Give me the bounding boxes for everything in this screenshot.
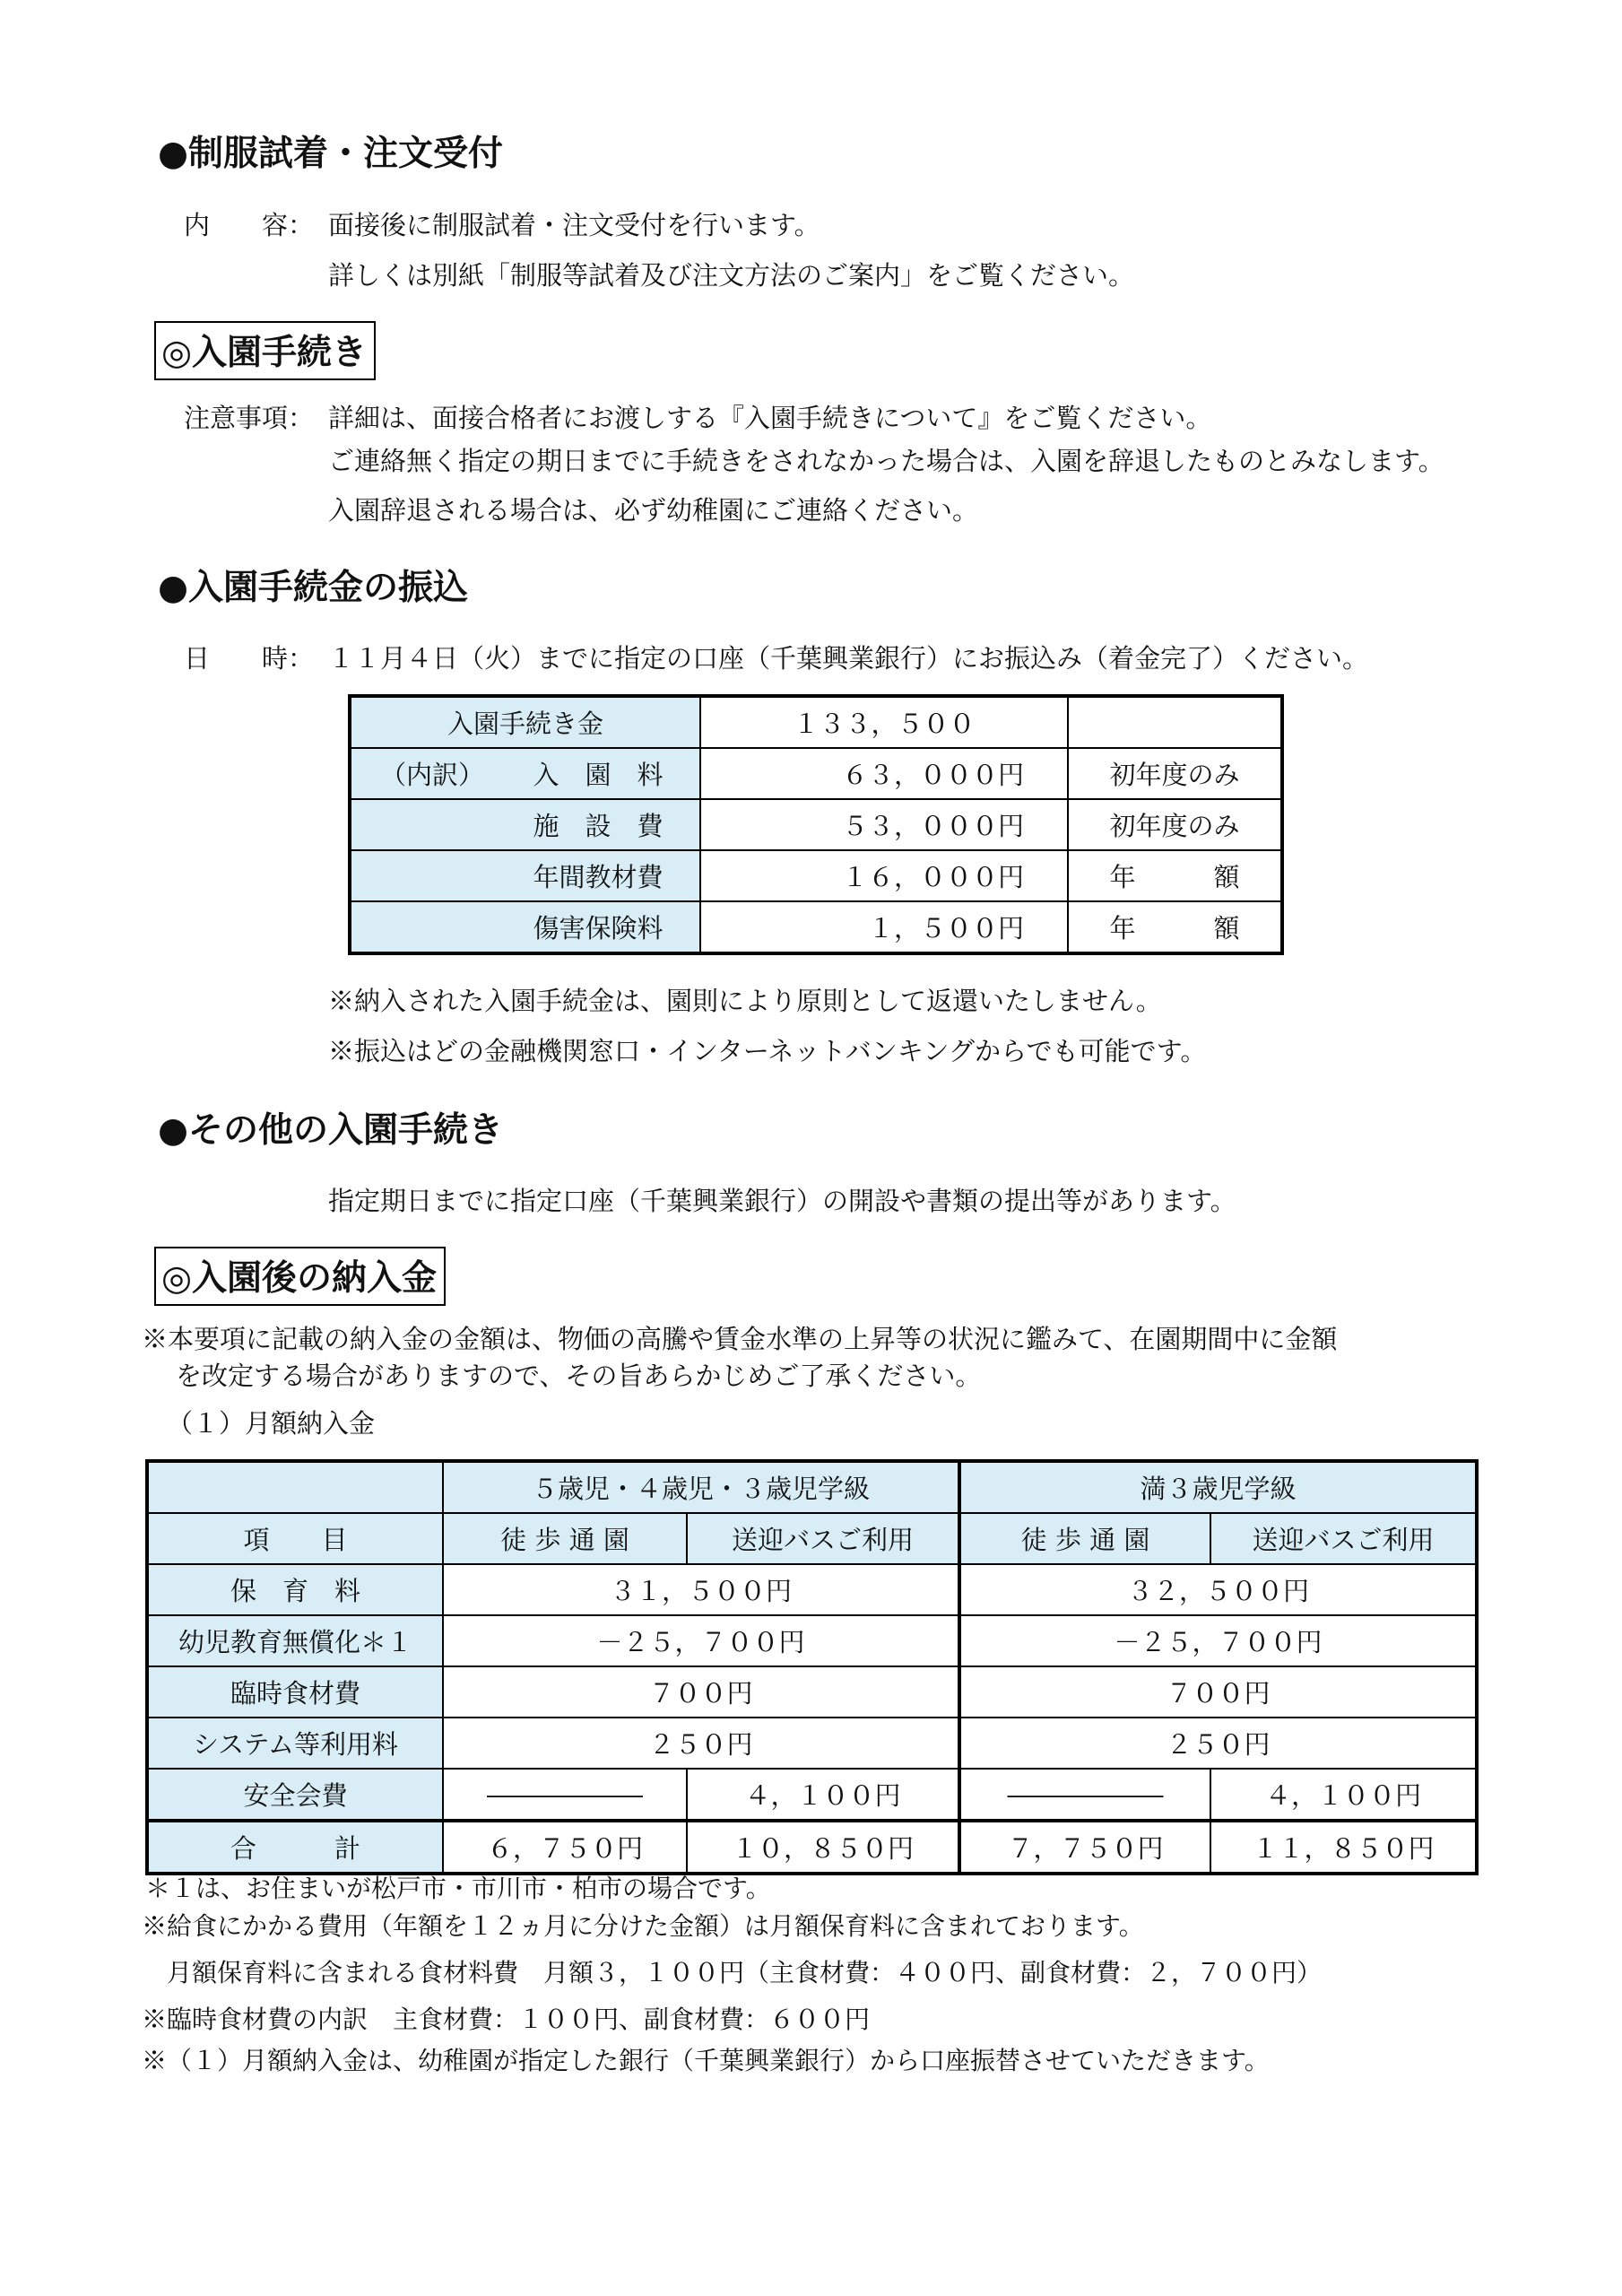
fee-note: 初年度のみ bbox=[1068, 799, 1282, 850]
fee-amount: ５３，０００円 bbox=[700, 799, 1068, 850]
fee-label: 年間教材費 bbox=[533, 862, 664, 892]
uniform-line-1: 面接後に制服試着・注文受付を行います。 bbox=[328, 210, 820, 240]
table-row bbox=[147, 1666, 1477, 1718]
fee-label-cell bbox=[350, 850, 700, 901]
monthly-fee-table bbox=[145, 1459, 1479, 1875]
row-label-hoiku: 保 育 料 bbox=[147, 1564, 443, 1615]
fee-note bbox=[1068, 696, 1282, 748]
transfer-note-2: ※振込はどの金融機関窓口・インターネットバンキングからでも可能です。 bbox=[328, 1036, 1207, 1066]
fee-amount: １，５００円 bbox=[700, 901, 1068, 953]
footnote-1: ＊１は、お住まいが松戸市・市川市・柏市の場合です。 bbox=[145, 1874, 771, 1903]
fee-label: 入 園 料 bbox=[533, 760, 664, 790]
header-bus-2: 送迎バスご利用 bbox=[1210, 1513, 1477, 1564]
header-empty bbox=[147, 1461, 443, 1513]
procedure-label: 注意事項： bbox=[184, 403, 315, 433]
procedure-line-2: ご連絡無く指定の期日までに手続きをされなかった場合は、入園を辞退したものとみなします。 bbox=[328, 446, 1444, 476]
footnote-2: ※給食にかかる費用（年額を１２ヵ月に分けた金額）は月額保育料に含まれております。 bbox=[142, 1911, 1144, 1941]
other-line: 指定期日までに指定口座（千葉興業銀行）の開設や書類の提出等があります。 bbox=[328, 1186, 1236, 1216]
uniform-label: 内 容： bbox=[184, 210, 315, 240]
after-note-line-2: を改定する場合がありますので、その旨あらかじめご了承ください。 bbox=[176, 1361, 982, 1391]
header-bus-1: 送迎バスご利用 bbox=[687, 1513, 959, 1564]
table-row bbox=[350, 799, 1282, 850]
table-row bbox=[350, 901, 1282, 953]
fee-prefix: （内訳） bbox=[379, 760, 484, 790]
table-row bbox=[147, 1821, 1477, 1874]
header-item: 項 目 bbox=[147, 1513, 443, 1564]
footnote-5: ※（１）月額納入金は、幼稚園が指定した銀行（千葉興業銀行）から口座振替させていただきます。 bbox=[142, 2046, 1270, 2075]
anzen-g2-walk: ―――――― bbox=[959, 1769, 1210, 1821]
header-group-1: ５歳児・４歳児・３歳児学級 bbox=[443, 1461, 959, 1513]
row-label-anzen: 安全会費 bbox=[147, 1769, 443, 1821]
fee-label: 入園手続き金 bbox=[350, 696, 700, 748]
fee-amount: ６３，０００円 bbox=[700, 748, 1068, 799]
fee-label: 傷害保険料 bbox=[533, 913, 664, 944]
header-walk-2: 徒 歩 通 園 bbox=[959, 1513, 1210, 1564]
procedure-line-1: 詳細は、面接合格者にお渡しする『入園手続きについて』をご覧ください。 bbox=[328, 403, 1212, 433]
total-g1-bus: １０，８５０円 bbox=[687, 1821, 959, 1874]
anzen-g1-walk: ―――――― bbox=[443, 1769, 687, 1821]
fee-amount: １６，０００円 bbox=[700, 850, 1068, 901]
heading-transfer: ●入園手続金の振込 bbox=[158, 568, 469, 608]
table-row bbox=[147, 1615, 1477, 1666]
monthly-subheading: （１）月額納入金 bbox=[167, 1408, 376, 1439]
anzen-g1-bus: ４，１００円 bbox=[687, 1769, 959, 1821]
header-group-2: 満３歳児学級 bbox=[959, 1461, 1477, 1513]
table-row bbox=[147, 1513, 1477, 1564]
after-note-line-1: ※本要項に記載の納入金の金額は、物価の高騰や賃金水準の上昇等の状況に鑑みて、在園期間中に金額 bbox=[142, 1324, 1338, 1354]
row-label-muryo: 幼児教育無償化＊１ bbox=[147, 1615, 443, 1666]
heading-uniform: ●制服試着・注文受付 bbox=[158, 134, 504, 174]
table-row bbox=[350, 748, 1282, 799]
fee-table bbox=[348, 694, 1284, 955]
shokuzai-g1: ７００円 bbox=[443, 1666, 959, 1718]
fee-amount: １３３，５００ bbox=[700, 696, 1068, 748]
heading-after: ◎入園後の納入金 bbox=[154, 1247, 446, 1306]
uniform-line-2: 詳しくは別紙「制服等試着及び注文方法のご案内」をご覧ください。 bbox=[328, 260, 1135, 291]
hoiku-g1: ３１，５００円 bbox=[443, 1564, 959, 1615]
fee-label: 施 設 費 bbox=[533, 811, 664, 841]
fee-label-cell bbox=[350, 799, 700, 850]
row-label-system: システム等利用料 bbox=[147, 1718, 443, 1769]
fee-note: 年 額 bbox=[1068, 901, 1282, 953]
muryo-g1: －２５，７００円 bbox=[443, 1615, 959, 1666]
total-g1-walk: ６，７５０円 bbox=[443, 1821, 687, 1874]
anzen-g2-bus: ４，１００円 bbox=[1210, 1769, 1477, 1821]
table-row bbox=[350, 696, 1282, 748]
transfer-label: 日 時： bbox=[184, 643, 315, 674]
table-row bbox=[147, 1718, 1477, 1769]
table-row bbox=[147, 1564, 1477, 1615]
table-row bbox=[350, 850, 1282, 901]
shokuzai-g2: ７００円 bbox=[959, 1666, 1477, 1718]
header-walk-1: 徒 歩 通 園 bbox=[443, 1513, 687, 1564]
fee-label-cell bbox=[350, 748, 700, 799]
procedure-line-3: 入園辞退される場合は、必ず幼稚園にご連絡ください。 bbox=[328, 495, 979, 526]
total-g2-walk: ７，７５０円 bbox=[959, 1821, 1210, 1874]
fee-note: 初年度のみ bbox=[1068, 748, 1282, 799]
total-g2-bus: １１，８５０円 bbox=[1210, 1821, 1477, 1874]
heading-other: ●その他の入園手続き bbox=[158, 1110, 504, 1151]
system-g2: ２５０円 bbox=[959, 1718, 1477, 1769]
footnote-3: 月額保育料に含まれる食材料費 月額３，１００円（主食材費：４００円、副食材費：２，７００円） bbox=[142, 1958, 1323, 1987]
muryo-g2: －２５，７００円 bbox=[959, 1615, 1477, 1666]
table-row bbox=[147, 1769, 1477, 1821]
row-label-total: 合 計 bbox=[147, 1821, 443, 1874]
system-g1: ２５０円 bbox=[443, 1718, 959, 1769]
row-label-shokuzai: 臨時食材費 bbox=[147, 1666, 443, 1718]
footnote-4: ※臨時食材費の内訳 主食材費：１００円、副食材費：６００円 bbox=[142, 2005, 871, 2034]
hoiku-g2: ３２，５００円 bbox=[959, 1564, 1477, 1615]
transfer-line: １１月４日（火）までに指定の口座（千葉興業銀行）にお振込み（着金完了）ください。 bbox=[328, 643, 1369, 674]
fee-note: 年 額 bbox=[1068, 850, 1282, 901]
transfer-note-1: ※納入された入園手続金は、園則により原則として返還いたしません。 bbox=[328, 986, 1162, 1016]
table-row bbox=[147, 1461, 1477, 1513]
fee-label-cell bbox=[350, 901, 700, 953]
heading-procedure: ◎入園手続き bbox=[154, 321, 376, 380]
